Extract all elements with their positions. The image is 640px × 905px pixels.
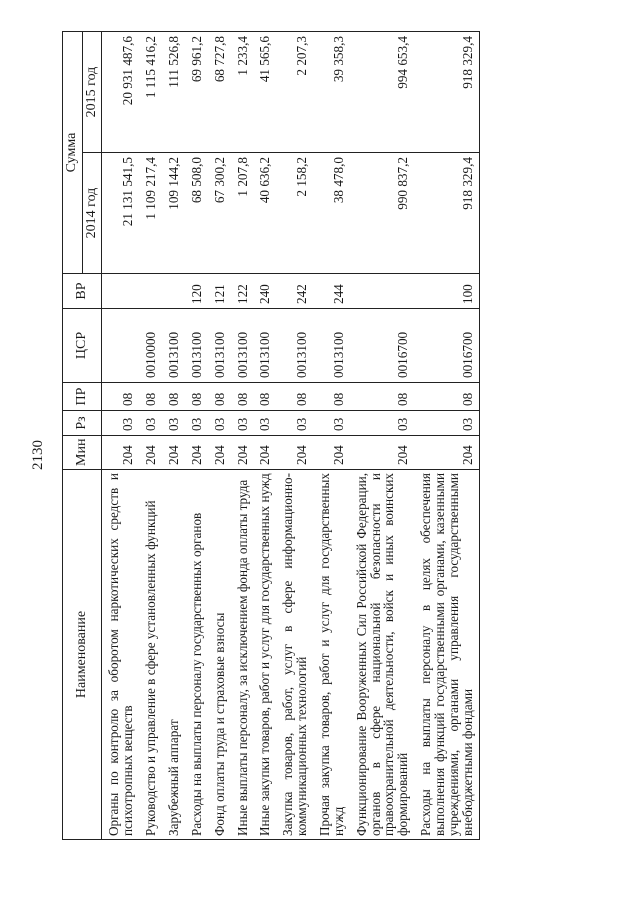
row-csr: 0013100 [185, 309, 208, 383]
row-sum-2014: 38 478,0 [313, 153, 350, 274]
row-pr: 08 [162, 383, 185, 411]
row-name: Закупка товаров, работ, услуг в сфере информационно-коммуникационных технологий [276, 470, 313, 840]
table-body [102, 32, 479, 840]
row-sum-2014: 68 508,0 [185, 153, 208, 274]
table-row [102, 32, 139, 840]
header-min: Мин [63, 436, 102, 470]
row-csr [102, 309, 139, 383]
row-pr: 08 [231, 383, 254, 411]
row-csr: 0013100 [231, 309, 254, 383]
row-vr: 121 [208, 274, 231, 309]
row-rz: 03 [208, 411, 231, 436]
table-row [276, 32, 313, 840]
header-name: Наименование [63, 470, 102, 840]
row-vr: 240 [253, 274, 276, 309]
row-sum-2015: 2 207,3 [276, 32, 313, 153]
row-csr: 0016700 [414, 309, 479, 383]
row-pr: 08 [208, 383, 231, 411]
header-sum: Сумма [63, 32, 83, 274]
table-row [350, 32, 414, 840]
header-csr: ЦСР [63, 309, 102, 383]
row-min: 204 [313, 436, 350, 470]
table-row [208, 32, 231, 840]
row-min: 204 [350, 436, 414, 470]
row-name: Расходы на выплаты персоналу в целях обеспечения выполнения функций государственными органами, казенными учреждениями, органами управления государственными внебюджетными фондами [414, 470, 479, 840]
row-vr [350, 274, 414, 309]
row-vr: 244 [313, 274, 350, 309]
row-min: 204 [139, 436, 162, 470]
row-name: Руководство и управление в сфере установленных функций [139, 470, 162, 840]
row-pr: 08 [102, 383, 139, 411]
table-row [253, 32, 276, 840]
row-vr [102, 274, 139, 309]
row-min: 204 [162, 436, 185, 470]
row-min: 204 [231, 436, 254, 470]
row-csr: 0016700 [350, 309, 414, 383]
table-header [63, 32, 102, 840]
row-csr: 0013100 [208, 309, 231, 383]
row-name: Иные закупки товаров, работ и услуг для государственных нужд [253, 470, 276, 840]
header-year-2014: 2014 год [82, 153, 102, 274]
row-sum-2015: 994 653,4 [350, 32, 414, 153]
row-name: Функционирование Вооруженных Сил Российской Федерации, органов в сфере национальной безопасности и правоохранительной деятельности, войск и иных воинских формирований [350, 470, 414, 840]
row-sum-2015: 918 329,4 [414, 32, 479, 153]
row-sum-2014: 2 158,2 [276, 153, 313, 274]
row-pr: 08 [253, 383, 276, 411]
row-csr: 0013100 [313, 309, 350, 383]
row-sum-2015: 111 526,8 [162, 32, 185, 153]
row-rz: 03 [185, 411, 208, 436]
row-name: Прочая закупка товаров, работ и услуг для государственных нужд [313, 470, 350, 840]
row-sum-2014: 1 109 217,4 [139, 153, 162, 274]
row-pr: 08 [313, 383, 350, 411]
row-vr [139, 274, 162, 309]
row-sum-2014: 40 636,2 [253, 153, 276, 274]
row-min: 204 [414, 436, 479, 470]
row-sum-2014: 21 131 541,5 [102, 153, 139, 274]
row-vr: 122 [231, 274, 254, 309]
row-sum-2014: 918 329,4 [414, 153, 479, 274]
row-sum-2015: 20 931 487,6 [102, 32, 139, 153]
header-vr: ВР [63, 274, 102, 309]
table-row [139, 32, 162, 840]
row-min: 204 [276, 436, 313, 470]
table-row [414, 32, 479, 840]
header-year-2015: 2015 год [82, 32, 102, 153]
row-name: Органы по контролю за оборотом наркотических средств и психотропных веществ [102, 470, 139, 840]
row-vr: 100 [414, 274, 479, 309]
row-rz: 03 [253, 411, 276, 436]
row-csr: 0013100 [162, 309, 185, 383]
row-min: 204 [185, 436, 208, 470]
row-pr: 08 [185, 383, 208, 411]
row-sum-2015: 69 961,2 [185, 32, 208, 153]
budget-table [62, 31, 480, 840]
row-rz: 03 [313, 411, 350, 436]
row-rz: 03 [350, 411, 414, 436]
table-row [231, 32, 254, 840]
row-sum-2014: 67 300,2 [208, 153, 231, 274]
row-pr: 08 [414, 383, 479, 411]
row-vr: 242 [276, 274, 313, 309]
row-rz: 03 [162, 411, 185, 436]
header-pr: ПР [63, 383, 102, 411]
row-sum-2015: 68 727,8 [208, 32, 231, 153]
row-min: 204 [102, 436, 139, 470]
row-pr: 08 [139, 383, 162, 411]
table-row [162, 32, 185, 840]
row-rz: 03 [102, 411, 139, 436]
table-row [313, 32, 350, 840]
row-min: 204 [253, 436, 276, 470]
header-rz: Рз [63, 411, 102, 436]
row-vr [162, 274, 185, 309]
row-sum-2015: 41 565,6 [253, 32, 276, 153]
row-vr: 120 [185, 274, 208, 309]
row-sum-2014: 1 207,8 [231, 153, 254, 274]
row-min: 204 [208, 436, 231, 470]
row-pr: 08 [276, 383, 313, 411]
row-rz: 03 [414, 411, 479, 436]
row-name: Фонд оплаты труда и страховые взносы [208, 470, 231, 840]
row-csr: 0013100 [276, 309, 313, 383]
row-csr: 0010000 [139, 309, 162, 383]
row-name: Расходы на выплаты персоналу государственных органов [185, 470, 208, 840]
row-sum-2015: 39 358,3 [313, 32, 350, 153]
row-csr: 0013100 [253, 309, 276, 383]
row-sum-2014: 990 837,2 [350, 153, 414, 274]
row-sum-2014: 109 144,2 [162, 153, 185, 274]
page-number: 2130 [30, 440, 46, 470]
row-name: Зарубежный аппарат [162, 470, 185, 840]
row-rz: 03 [139, 411, 162, 436]
row-pr: 08 [350, 383, 414, 411]
row-sum-2015: 1 233,4 [231, 32, 254, 153]
row-name: Иные выплаты персоналу, за исключением фонда оплаты труда [231, 470, 254, 840]
row-sum-2015: 1 115 416,2 [139, 32, 162, 153]
row-rz: 03 [231, 411, 254, 436]
row-rz: 03 [276, 411, 313, 436]
table-row [185, 32, 208, 840]
